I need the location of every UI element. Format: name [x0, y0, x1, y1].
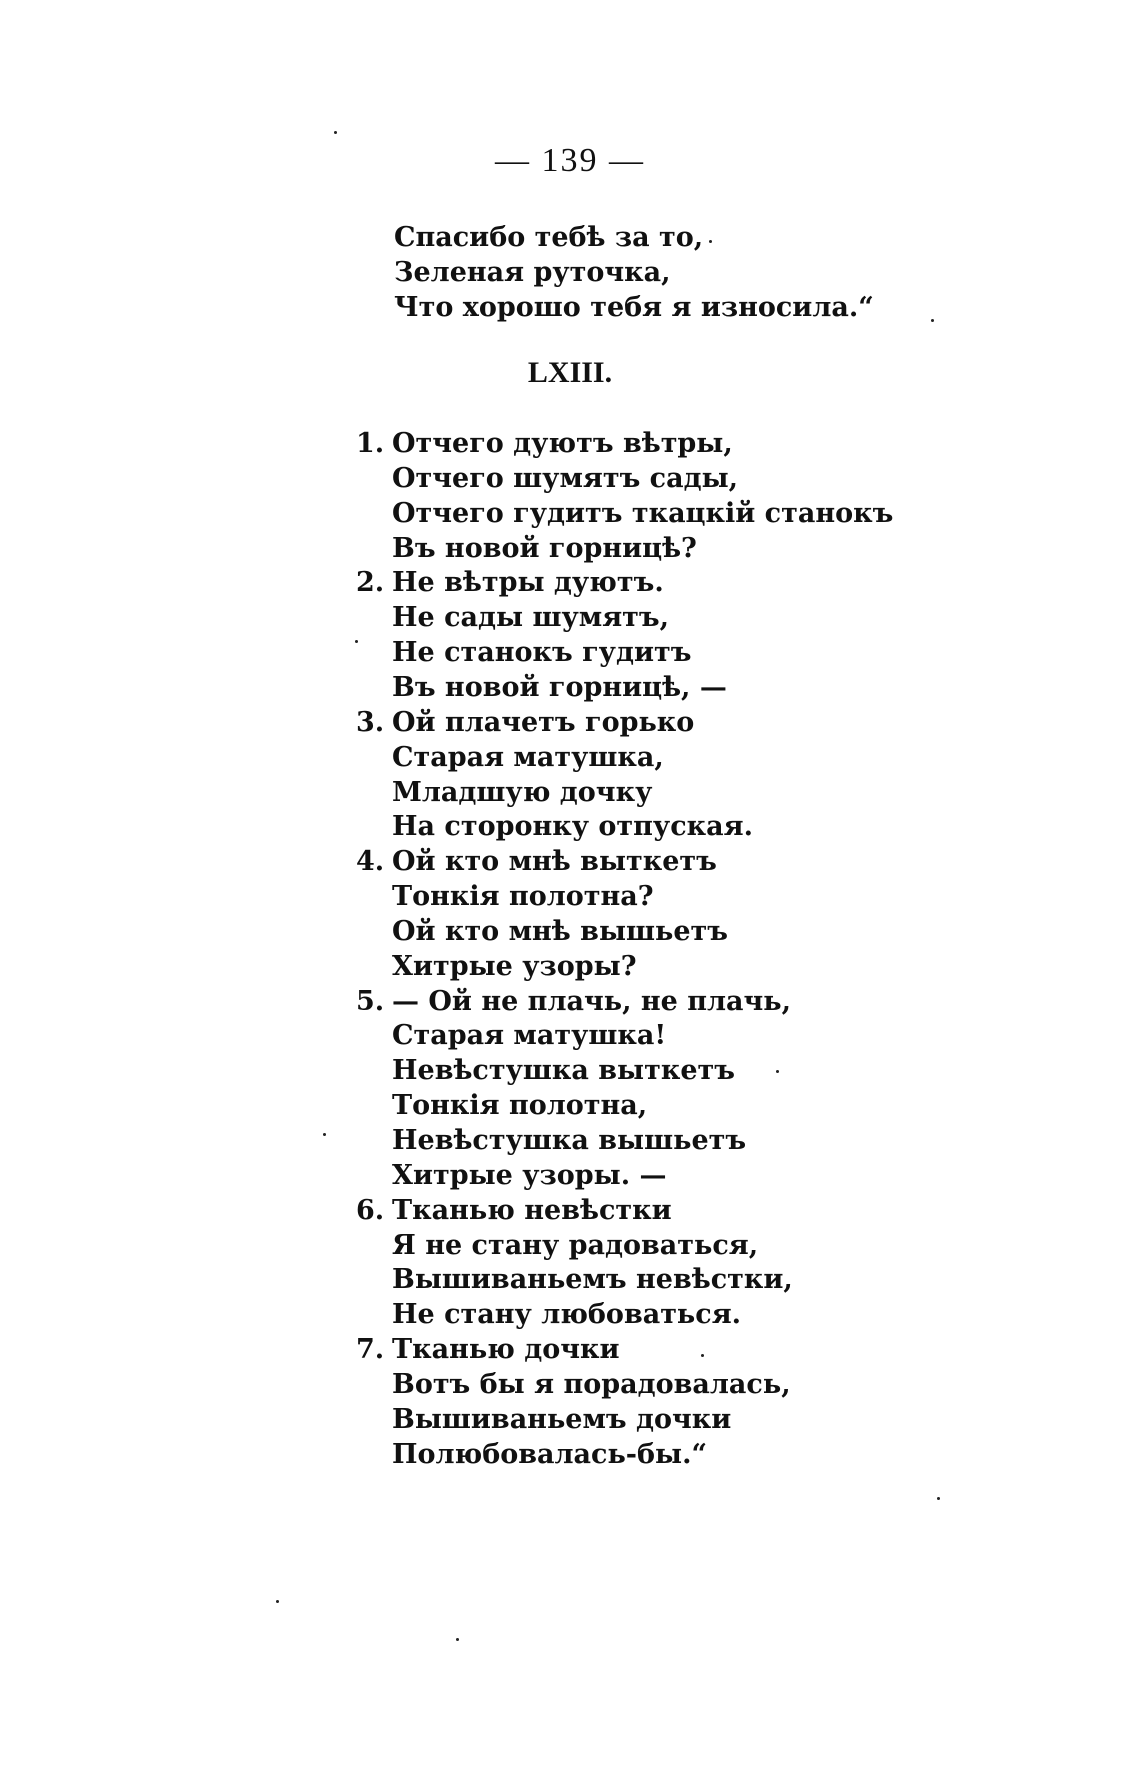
- verse-line: [356, 986, 791, 1018]
- verse-number: 3.: [356, 707, 385, 738]
- verse-line: [356, 951, 637, 983]
- verse-text: Я не стану радоваться,: [392, 1230, 759, 1261]
- verse-text: Тканью дочки: [392, 1334, 620, 1365]
- verse-text: Не стану любоваться.: [392, 1299, 742, 1330]
- scan-speck: [776, 1070, 779, 1073]
- verse-line: [356, 1195, 672, 1227]
- verse-line: [356, 1055, 735, 1087]
- verse-text: На сторонку отпуская.: [392, 811, 753, 842]
- verse-line: [356, 1334, 620, 1366]
- verse-text: Вышиваньемъ дочки: [392, 1404, 732, 1435]
- verse-line: [356, 1020, 666, 1052]
- scan-speck: [931, 319, 934, 322]
- verse-number: 7.: [356, 1334, 385, 1365]
- verse-text: Ой кто мнѣ выткетъ: [392, 846, 717, 877]
- verse-text: Отчего гудитъ ткацкій станокъ: [392, 498, 894, 529]
- page-number: — 139 —: [495, 142, 645, 179]
- intro-line: Зеленая руточка,: [394, 257, 671, 288]
- verse-text: Тканью невѣстки: [392, 1195, 672, 1226]
- verse-line: [356, 881, 654, 913]
- verse-text: Младшую дочку: [392, 777, 653, 808]
- scan-speck: [334, 131, 337, 134]
- verse-text: Невѣстушка вышьетъ: [392, 1125, 747, 1156]
- verse-line: [356, 602, 669, 634]
- verse-number: 2.: [356, 567, 385, 598]
- verse-line: [356, 567, 664, 599]
- verse-line: [356, 777, 652, 809]
- verse-line: [356, 672, 727, 704]
- verse-line: [356, 846, 717, 878]
- verse-text: Не сады шумятъ,: [392, 602, 670, 633]
- verse-text: Хитрые узоры. —: [392, 1160, 667, 1191]
- verse-line: [356, 1264, 793, 1296]
- scan-speck: [355, 640, 358, 643]
- verse-line: [356, 1299, 741, 1331]
- verse-text: Тонкія полотна?: [392, 881, 654, 912]
- verse-line: [356, 916, 728, 948]
- verse-line: [356, 428, 733, 460]
- verse-line: [356, 463, 738, 495]
- verse-text: Въ новой горницѣ, —: [392, 672, 727, 703]
- verse-text: Полюбовалась-бы.“: [392, 1439, 708, 1470]
- verse-text: Отчего дуютъ вѣтры,: [392, 428, 733, 459]
- verse-text: Вотъ бы я порадовалась,: [392, 1369, 791, 1400]
- verse-line: [356, 1404, 731, 1436]
- scan-speck: [456, 1638, 459, 1641]
- verse-text: Старая матушка!: [392, 1020, 667, 1051]
- verse-line: [356, 742, 664, 774]
- verse-text: Ой кто мнѣ вышьетъ: [392, 916, 728, 947]
- verse-line: [356, 1230, 758, 1262]
- scan-speck: [323, 1133, 326, 1136]
- verse-text: — Ой не плачь, не плачь,: [392, 986, 791, 1017]
- verse-number: 4.: [356, 846, 385, 877]
- verse-text: Не станокъ гудитъ: [392, 637, 692, 668]
- scan-speck: [276, 1600, 279, 1603]
- verse-text: Вышиваньемъ невѣстки,: [392, 1264, 793, 1295]
- verse-number: 5.: [356, 986, 385, 1017]
- scan-speck: [709, 240, 712, 243]
- verse-line: [356, 1090, 647, 1122]
- intro-line: Что хорошо тебя я износила.“: [394, 292, 874, 323]
- verse-text: Тонкія полотна,: [392, 1090, 648, 1121]
- verse-number: 6.: [356, 1195, 385, 1226]
- scan-speck: [937, 1497, 940, 1500]
- verse-line: [356, 637, 691, 669]
- verse-line: [356, 707, 694, 739]
- verse-text: Ой плачетъ горько: [392, 707, 695, 738]
- verse-line: [356, 498, 893, 530]
- verse-line: [356, 811, 753, 843]
- verse-text: Въ новой горницѣ?: [392, 533, 697, 564]
- verse-line: [356, 1160, 667, 1192]
- section-heading: LXIII.: [527, 356, 613, 389]
- verse-line: [356, 533, 697, 565]
- verse-line: [356, 1369, 791, 1401]
- verse-text: Не вѣтры дуютъ.: [392, 567, 664, 598]
- verse-text: Невѣстушка выткетъ: [392, 1055, 735, 1086]
- scan-speck: [701, 1354, 704, 1357]
- verse-number: 1.: [356, 428, 385, 459]
- verse-line: [356, 1125, 746, 1157]
- verse-line: [356, 1439, 707, 1471]
- verse-text: Старая матушка,: [392, 742, 664, 773]
- verse-text: Хитрые узоры?: [392, 951, 637, 982]
- intro-line: Спасибо тебѣ за то,: [394, 222, 704, 253]
- verse-text: Отчего шумятъ сады,: [392, 463, 739, 494]
